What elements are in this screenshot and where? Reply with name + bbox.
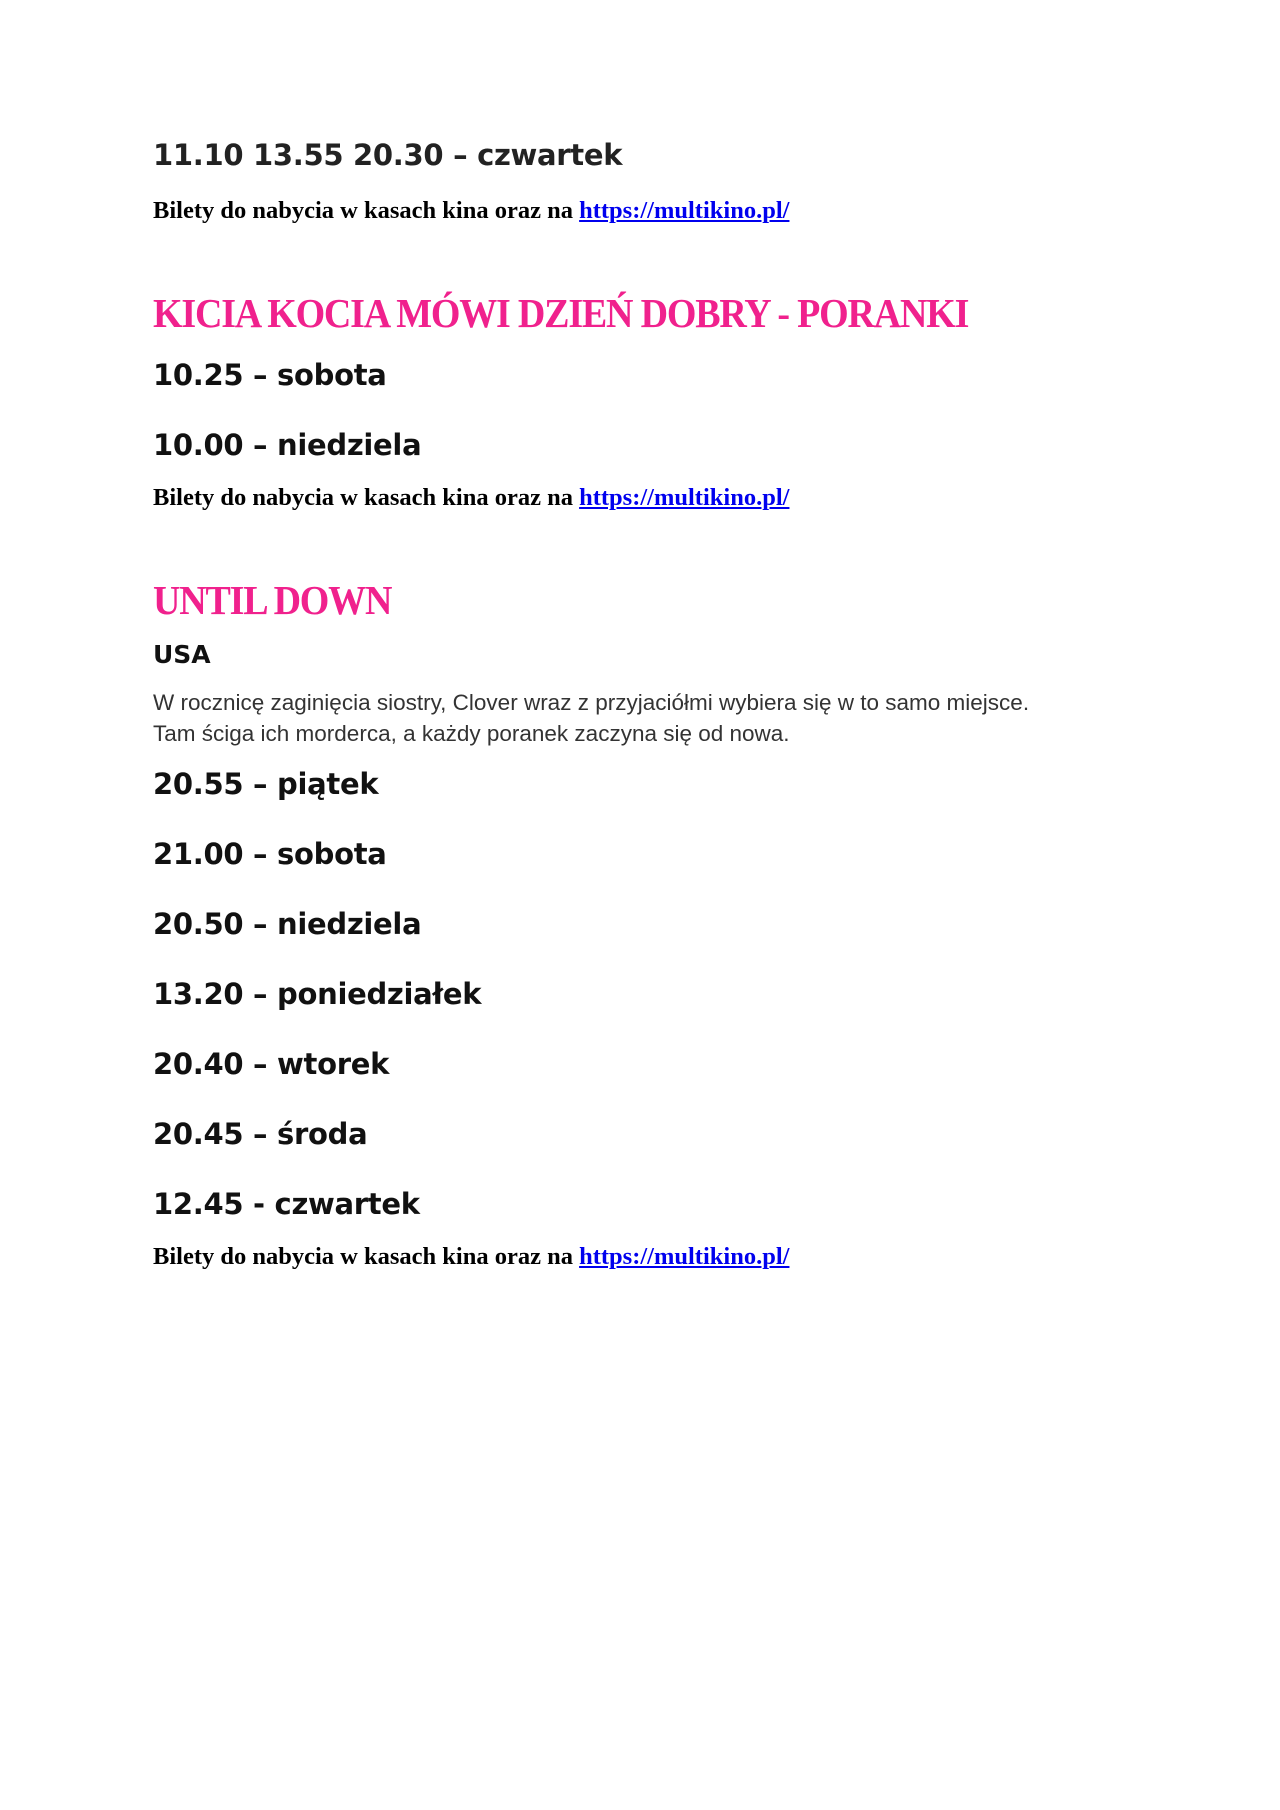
film-country: USA <box>153 640 211 669</box>
showtime-row: 10.00 – niedziela <box>153 428 422 462</box>
film-description-line-2: Tam ściga ich morderca, a każdy poranek zaczyna się od nowa. <box>153 721 790 746</box>
film-description-line-1: W rocznicę zaginięcia siostry, Clover wraz z przyjaciółmi wybiera się w to samo miejsce. <box>153 690 1030 715</box>
showtime-row: 20.50 – niedziela <box>153 907 422 941</box>
showtime-row: 13.20 – poniedziałek <box>153 977 482 1011</box>
showtime-row-thursday: 11.10 13.55 20.30 – czwartek <box>153 138 623 172</box>
section-title-until-down: UNTIL DOWN <box>153 578 392 624</box>
page-content <box>153 138 1153 1272</box>
showtime-row: 20.45 – środa <box>153 1117 368 1151</box>
showtime-row: 20.40 – wtorek <box>153 1047 390 1081</box>
tickets-info <box>153 196 1153 226</box>
multikino-link[interactable]: https://multikino.pl/ <box>579 1243 790 1270</box>
showtime-row: 10.25 – sobota <box>153 358 387 392</box>
showtime-row: 12.45 - czwartek <box>153 1187 420 1221</box>
section-title-kicia-kocia: KICIA KOCIA MÓWI DZIEŃ DOBRY - PORANKI <box>153 291 969 337</box>
tickets-info <box>153 1242 1153 1272</box>
showtime-row: 21.00 – sobota <box>153 837 387 871</box>
tickets-text: Bilety do nabycia w kasach kina oraz na <box>153 197 580 224</box>
tickets-text: Bilety do nabycia w kasach kina oraz na <box>153 484 580 511</box>
multikino-link[interactable]: https://multikino.pl/ <box>579 197 790 224</box>
showtime-row: 20.55 – piątek <box>153 767 379 801</box>
tickets-info <box>153 483 1153 513</box>
tickets-text: Bilety do nabycia w kasach kina oraz na <box>153 1243 580 1270</box>
multikino-link[interactable]: https://multikino.pl/ <box>579 484 790 511</box>
